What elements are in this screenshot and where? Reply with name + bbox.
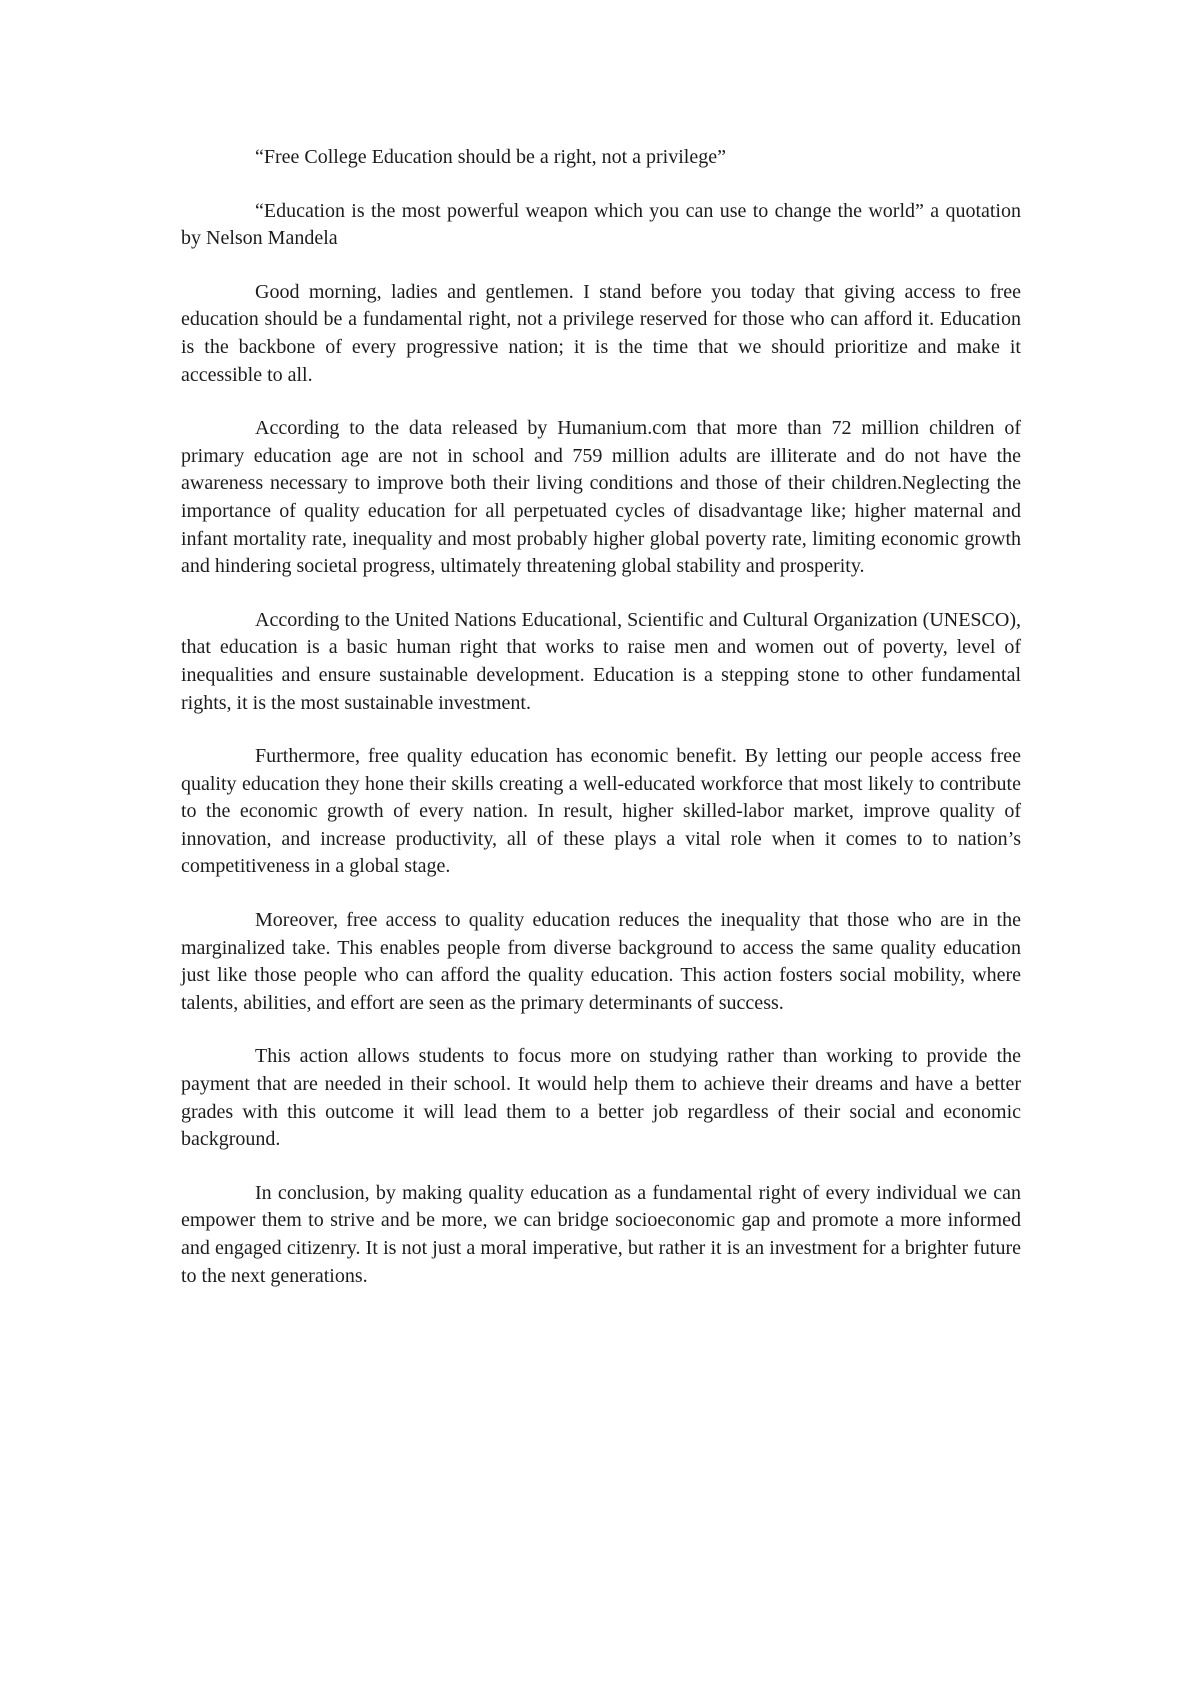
- paragraph-conclusion: In conclusion, by making quality education as a fundamental right of every individual we can empower them to strive and be more, we can bridge socioeconomic gap and promote a more informed and engaged citizenry. It is not just a moral imperative, but rather it is an investment for a brighter future to the next generations.: [181, 1181, 1021, 1287]
- paragraph-unesco: According to the United Nations Educational, Scientific and Cultural Organization (UNESCO), that education is a basic human right that works to raise men and women out of poverty, level of inequalities and ensure sustainable development. Education is a stepping stone to other fundamental rights, it is the most sustainable investment.: [181, 608, 1021, 714]
- document-body: [181, 144, 1021, 1290]
- paragraph-greeting: Good morning, ladies and gentlemen. I stand before you today that giving access to free education should be a fundamental right, not a privilege reserved for those who can afford it. Education is the backbone of every progressive nation; it is the time that we should prioritize and make it accessible to all.: [181, 280, 1021, 386]
- paragraph-quotation: “Education is the most powerful weapon which you can use to change the world” a quotation by Nelson Mandela: [181, 199, 1021, 250]
- paragraph-inequality: Moreover, free access to quality education reduces the inequality that those who are in the marginalized take. This enables people from diverse background to access the same quality education just like those people who can afford the quality education. This action fosters social mobility, where talents, abilities, and effort are seen as the primary determinants of success.: [181, 909, 1021, 1014]
- paragraph-humanium-data: According to the data released by Humanium.com that more than 72 million children of primary education age are not in school and 759 million adults are illiterate and do not have the awareness necessary to improve both their living conditions and those of their children.Neglecting the importance of quality education for all perpetuated cycles of disadvantage like; higher maternal and infant mortality rate, inequality and most probably higher global poverty rate, limiting economic growth and hindering societal progress, ultimately threatening global stability and prosperity.: [181, 417, 1021, 578]
- paragraph-economic-benefit: Furthermore, free quality education has economic benefit. By letting our people access free quality education they hone their skills creating a well-educated workforce that most likely to contribute to the economic growth of every nation. In result, higher skilled-labor market, improve quality of innovation, and increase productivity, all of these plays a vital role when it comes to to nation’s competitiveness in a global stage.: [181, 745, 1021, 878]
- document-title: “Free College Education should be a right, not a privilege”: [255, 146, 726, 168]
- paragraph-students-focus: This action allows students to focus more on studying rather than working to provide the payment that are needed in their school. It would help them to achieve their dreams and have a better grades with this outcome it will lead them to a better job regardless of their social and economic background.: [181, 1045, 1021, 1151]
